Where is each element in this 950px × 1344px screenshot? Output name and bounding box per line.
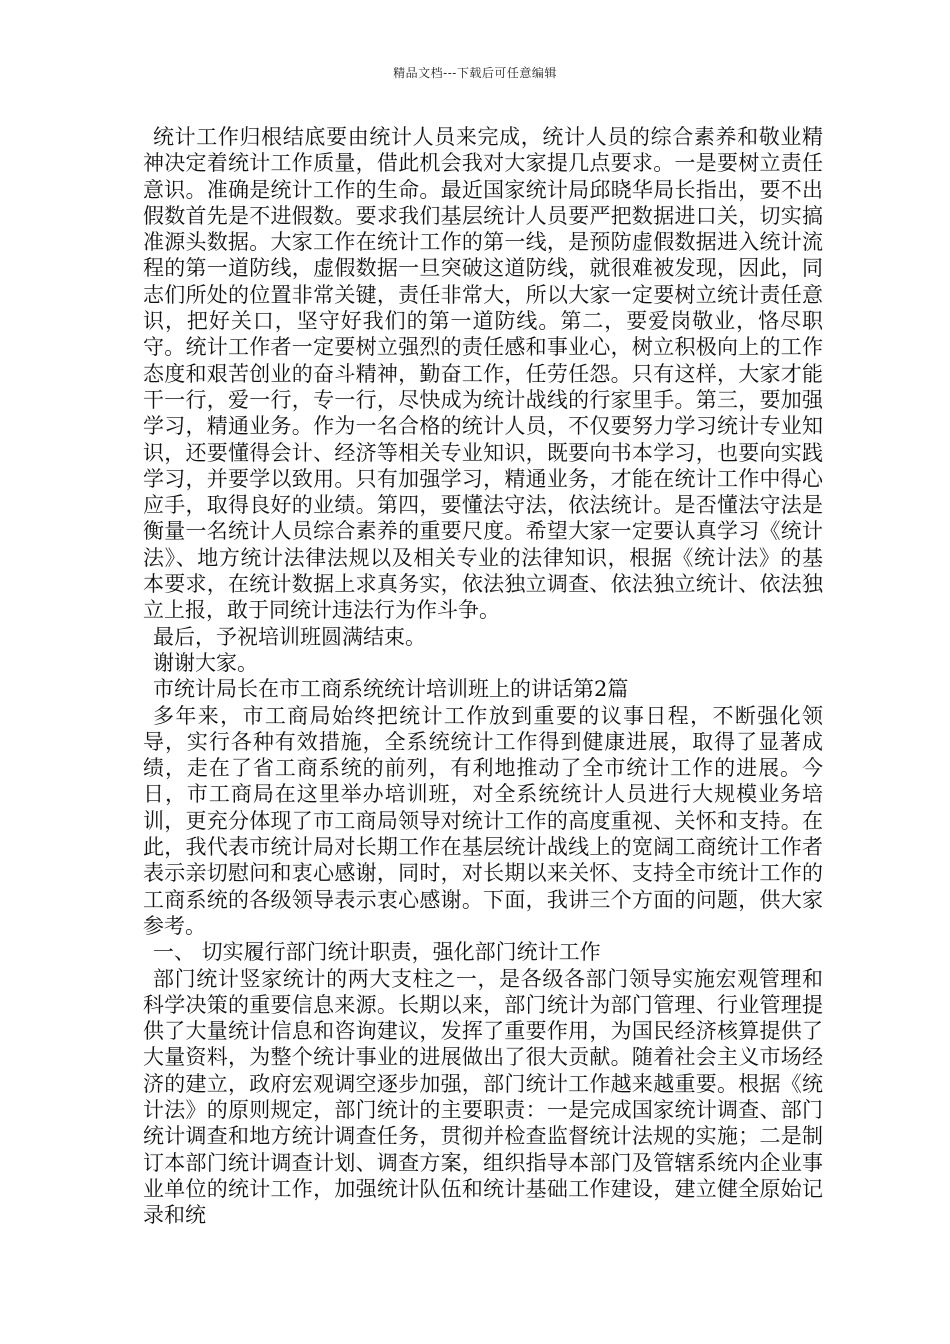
document-body [143,124,823,1228]
header-note: 精品文档---下载后可任意编辑 [393,66,557,80]
paragraph-thanks: 谢谢大家。 [153,650,258,675]
paragraph-department-statistics-duties: 部门统计竖家统计的两大支柱之一，是各级各部门领导实施宏观管理和科学决策的重要信息来源。长期以来，部门统计为部门管理、行业管理提供了大量统计信息和咨询建议，发挥了重要作用，为国民经济核算提供了大量资料，为整个统计事业的进展做出了很大贡献。随着社会主义市场经济的建立，政府宏观调空逐步加强，部门统计工作越来越重要。根据《统计法》的原则规定，部门统计的主要职责：一是完成国家统计调查、部门统计调查和地方统计调查任务，贯彻并检查监督统计法规的实施；二是制订本部门统计调查计划、调查方案，组织指导本部门及管辖系统内企业事业单位的统计工作，加强统计队伍和统计基础工作建设，建立健全原始记录和统 [143,966,823,1228]
paragraph-closing-wish: 最后，予祝培训班圆满结束。 [153,624,426,649]
paragraph-commerce-bureau-achievements: 多年来，市工商局始终把统计工作放到重要的议事日程，不断强化领导，实行各种有效措施，全系统统计工作得到健康进展，取得了显著成绩，走在了省工商系统的前列，有利地推动了全市统计工作的进展。今日，市工商局在这里举办培训班，对全系统统计人员进行大规模业务培训，更充分体现了市工商局领导对统计工作的高度重视、关怀和支持。在此，我代表市统计局对长期工作在基层统计战线上的宽阔工商统计工作者表示亲切慰问和衷心感谢，同时，对长期以来关怀、支持全市统计工作的工商系统的各级领导表示衷心感谢。下面，我讲三个方面的问题，供大家参考。 [143,703,823,938]
section-title-speech-part-2: 市统计局长在市工商系统统计培训班上的讲话第2篇 [153,677,629,702]
heading-section-one: 一、 切实履行部门统计职责，强化部门统计工作 [153,940,601,965]
paragraph-statistics-requirements: 统计工作归根结底要由统计人员来完成，统计人员的综合素养和敬业精神决定着统计工作质量，借此机会我对大家提几点要求。一是要树立责任意识。准确是统计工作的生命。最近国家统计局邱晓华局长指出，要不出假数首先是不进假数。要求我们基层统计人员要严把数据进口关，切实搞准源头数据。大家工作在统计工作的第一线，是预防虚假数据进入统计流程的第一道防线，虚假数据一旦突破这道防线，就很难被发现，因此，同志们所处的位置非常关键，责任非常大，所以大家一定要树立统计责任意识，把好关口，坚守好我们的第一道防线。第二，要爱岗敬业，恪尽职守。统计工作者一定要树立强烈的责任感和事业心，树立积极向上的工作态度和艰苦创业的奋斗精神，勤奋工作，任劳任怨。只有这样，大家才能干一行，爱一行，专一行，尽快成为统计战线的行家里手。第三，要加强学习，精通业务。作为一名合格的统计人员，不仅要努力学习统计专业知识，还要懂得会计、经济等相关专业知识，既要向书本学习，也要向实践学习，并要学以致用。只有加强学习，精通业务，才能在统计工作中得心应手，取得良好的业绩。第四，要懂法守法，依法统计。是否懂法守法是衡量一名统计人员综合素养的重要尺度。希望大家一定要认真学习《统计法》、地方统计法律法规以及相关专业的法律知识，根据《统计法》的基本要求，在统计数据上求真务实，依法独立调查、依法独立统计、依法独立上报，敢于同统计违法行为作斗争。 [143,125,823,623]
